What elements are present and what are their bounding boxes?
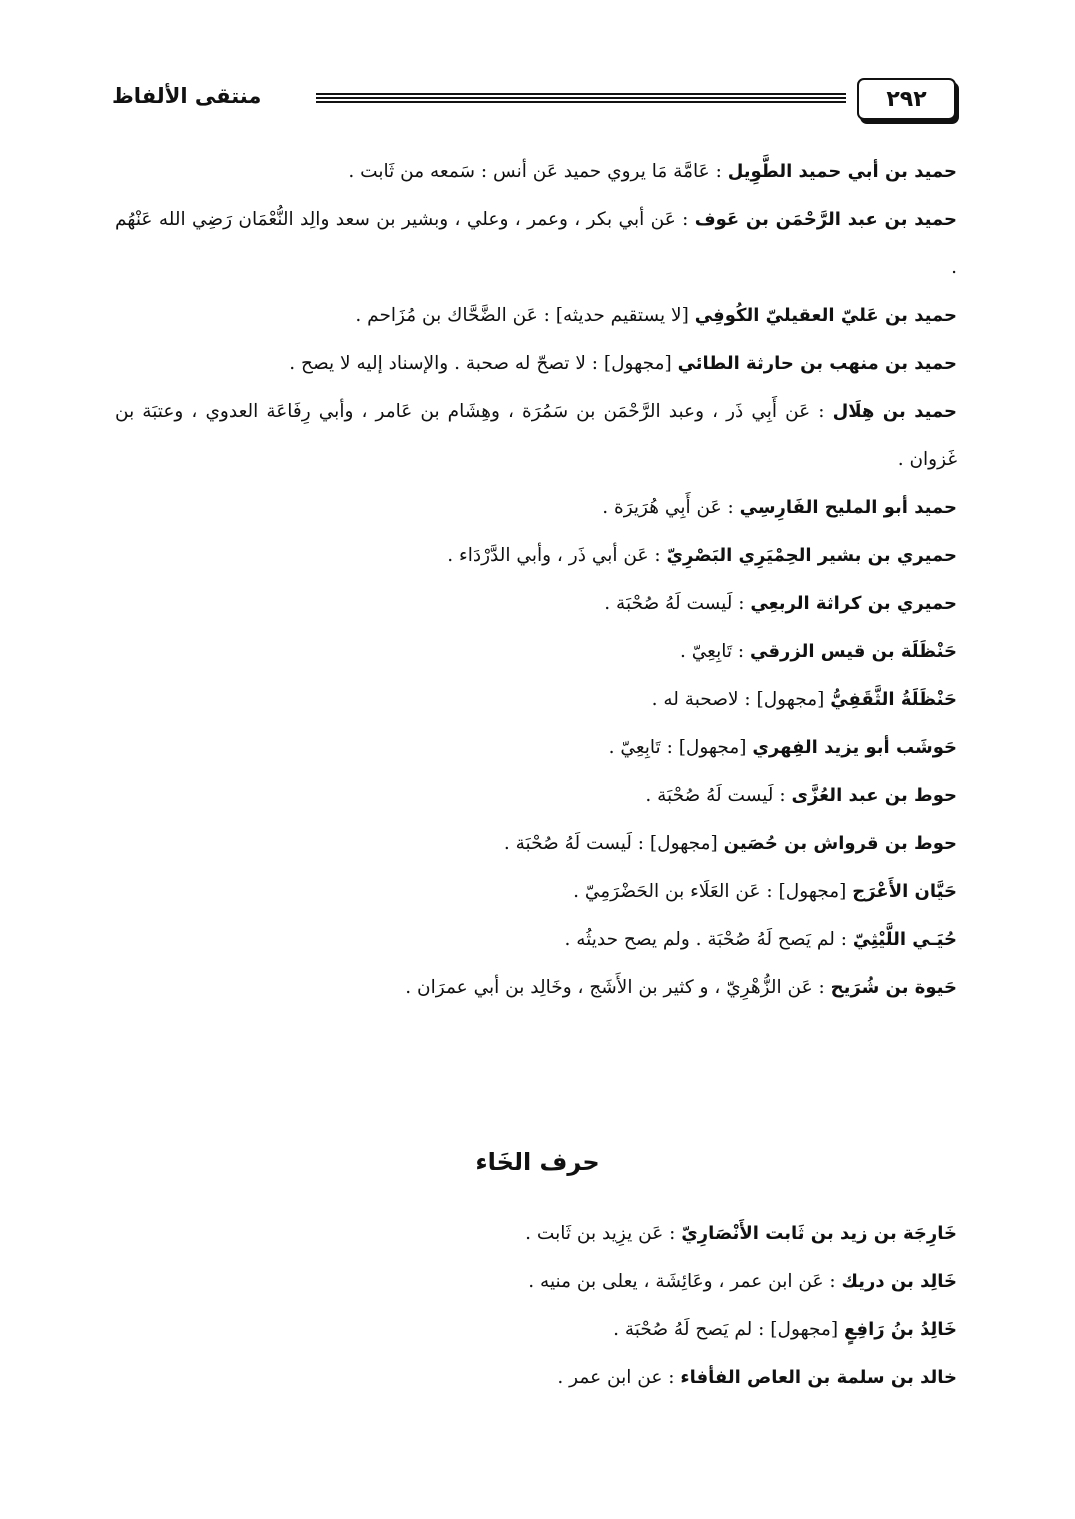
entry [115, 1306, 957, 1354]
entry-text: : عَن أَبِي ذَر ، وعبد الرَّحْمَن بن سَمُرَة ، وهِشَام بن عَامر ، وأبي رِفَاعَة العدوي ، وعتبَة بن غَزوان . [115, 401, 957, 470]
entry-name: حميد أبو المليح الفَارِسِي [739, 497, 957, 518]
entry-name: خَالِدُ بنُ رَافِعٍ [844, 1319, 957, 1340]
book-title: منتقى الألفاظ [112, 84, 262, 108]
entry-name: حميري بن بشير الحِمْيَرِي البَصْرِيّ [666, 545, 957, 566]
header-rule [316, 93, 846, 107]
entry-name: حَنْظَلَةُ الثَّقَفِيُّ [830, 689, 957, 710]
entry-text: : لَيست لَهُ صُحْبَة . [645, 785, 792, 806]
entry [115, 964, 957, 1012]
entry [115, 388, 957, 484]
entry [115, 724, 957, 772]
entry-name: حوط بن عبد العُزَّى [791, 785, 957, 806]
entry [115, 1354, 957, 1402]
entry [115, 340, 957, 388]
entry-name: حميري بن كراثة الربعِي [750, 593, 957, 614]
entry-text: : عَن أَبِي هُرَيرَة . [602, 497, 740, 518]
entry-name: حَوشَب أبو يزيد الفِهري [752, 737, 957, 758]
entry-name: حَنْظَلَة بن قيس الزرقي [750, 641, 957, 662]
entry-name: حميد بن هِلَال [832, 401, 957, 422]
entry-name: حميد بن منهب بن حارثة الطائي [677, 353, 957, 374]
entry-name: حَيَّان الأَعْرَج [852, 881, 957, 902]
entry [115, 580, 957, 628]
entries-list-kha [115, 1210, 957, 1402]
entry-name: حَيوة بن شُرَيح [830, 977, 957, 998]
entry-text: [مجهول] : لا تصحّ له صحبة . والإسناد إليه لا يصح . [289, 353, 678, 374]
entry-text: : عن ابن عمر . [557, 1367, 681, 1388]
entry-name: حوط بن قرواش بن حُصَين [723, 833, 957, 854]
entry-name: خالد بن سلمة بن العاص الفأفاء [680, 1367, 957, 1388]
entry-name: خَارِجَة بن زيد بن ثَابت الأَنْصَارِيّ [681, 1223, 957, 1244]
entry-text: : عَن أبي بكر ، وعمر ، وعلي ، وبشير بن سعد والِد النُّعْمَان رَضِي الله عَنْهُم . [115, 209, 957, 278]
entry [115, 820, 957, 868]
entry-text: : عَامَّة مَا يروي حميد عَن أنس : سَمعه من ثَابت . [348, 161, 728, 182]
entry-text: : عَن يزِيد بن ثَابت . [525, 1223, 682, 1244]
entry-text: [مجهول] : لَيست لَهُ صُحْبَة . [503, 833, 724, 854]
entry-name: حميد بن أبي حميد الطَّوِيل [727, 161, 957, 182]
page-header [112, 78, 956, 126]
entry [115, 628, 957, 676]
entry [115, 916, 957, 964]
entry [115, 484, 957, 532]
entries-list [115, 148, 957, 1012]
section-heading: حرف الخَاء [475, 1148, 600, 1176]
entry-text: [مجهول] : عَن العَلَاء بن الحَضْرَمِيّ . [573, 881, 853, 902]
entry-text: : تَابِعِيّ . [680, 641, 751, 662]
page-number: ٢٩٢ [857, 78, 956, 120]
entry [115, 148, 957, 196]
entry [115, 772, 957, 820]
entry-name: حميد بن عبد الرَّحْمَن بن عَوف [694, 209, 957, 230]
entry [115, 868, 957, 916]
entry-text: [مجهول] : لم يَصح لَهُ صُحْبَة . [613, 1319, 844, 1340]
entry-text: : عَن أبي ذَر ، وأبي الدَّرْدَاء . [447, 545, 667, 566]
entry [115, 532, 957, 580]
entry [115, 292, 957, 340]
entry-name: خَالِد بن دريك [841, 1271, 957, 1292]
entry-text: [مجهول] : تَابِعِيّ . [608, 737, 753, 758]
entry [115, 1210, 957, 1258]
entry-text: : لَيست لَهُ صُحْبَة . [604, 593, 751, 614]
entry [115, 1258, 957, 1306]
entry-text: [لا يستقيم حديثه] : عَن الضَّحَّاك بن مُزَاحم . [355, 305, 695, 326]
entry [115, 196, 957, 292]
entry-text: : عَن الزُّهْرِيّ ، و كثير بن الأَشَج ، وخَالِد بن أبي عمرَان . [405, 977, 831, 998]
entry-name: حُيَـي اللَّيْثِيّ [852, 929, 957, 950]
entry-text: : لم يَصح لَهُ صُحْبَة . ولم يصح حديثُه . [564, 929, 853, 950]
entry-text: : عَن ابن عمر ، وعَائِشَة ، يعلى بن منيه . [528, 1271, 842, 1292]
entry-text: [مجهول] : لاصحبة له . [651, 689, 831, 710]
entry-name: حميد بن عَليّ العقيليّ الكُوفِي [694, 305, 957, 326]
entry [115, 676, 957, 724]
